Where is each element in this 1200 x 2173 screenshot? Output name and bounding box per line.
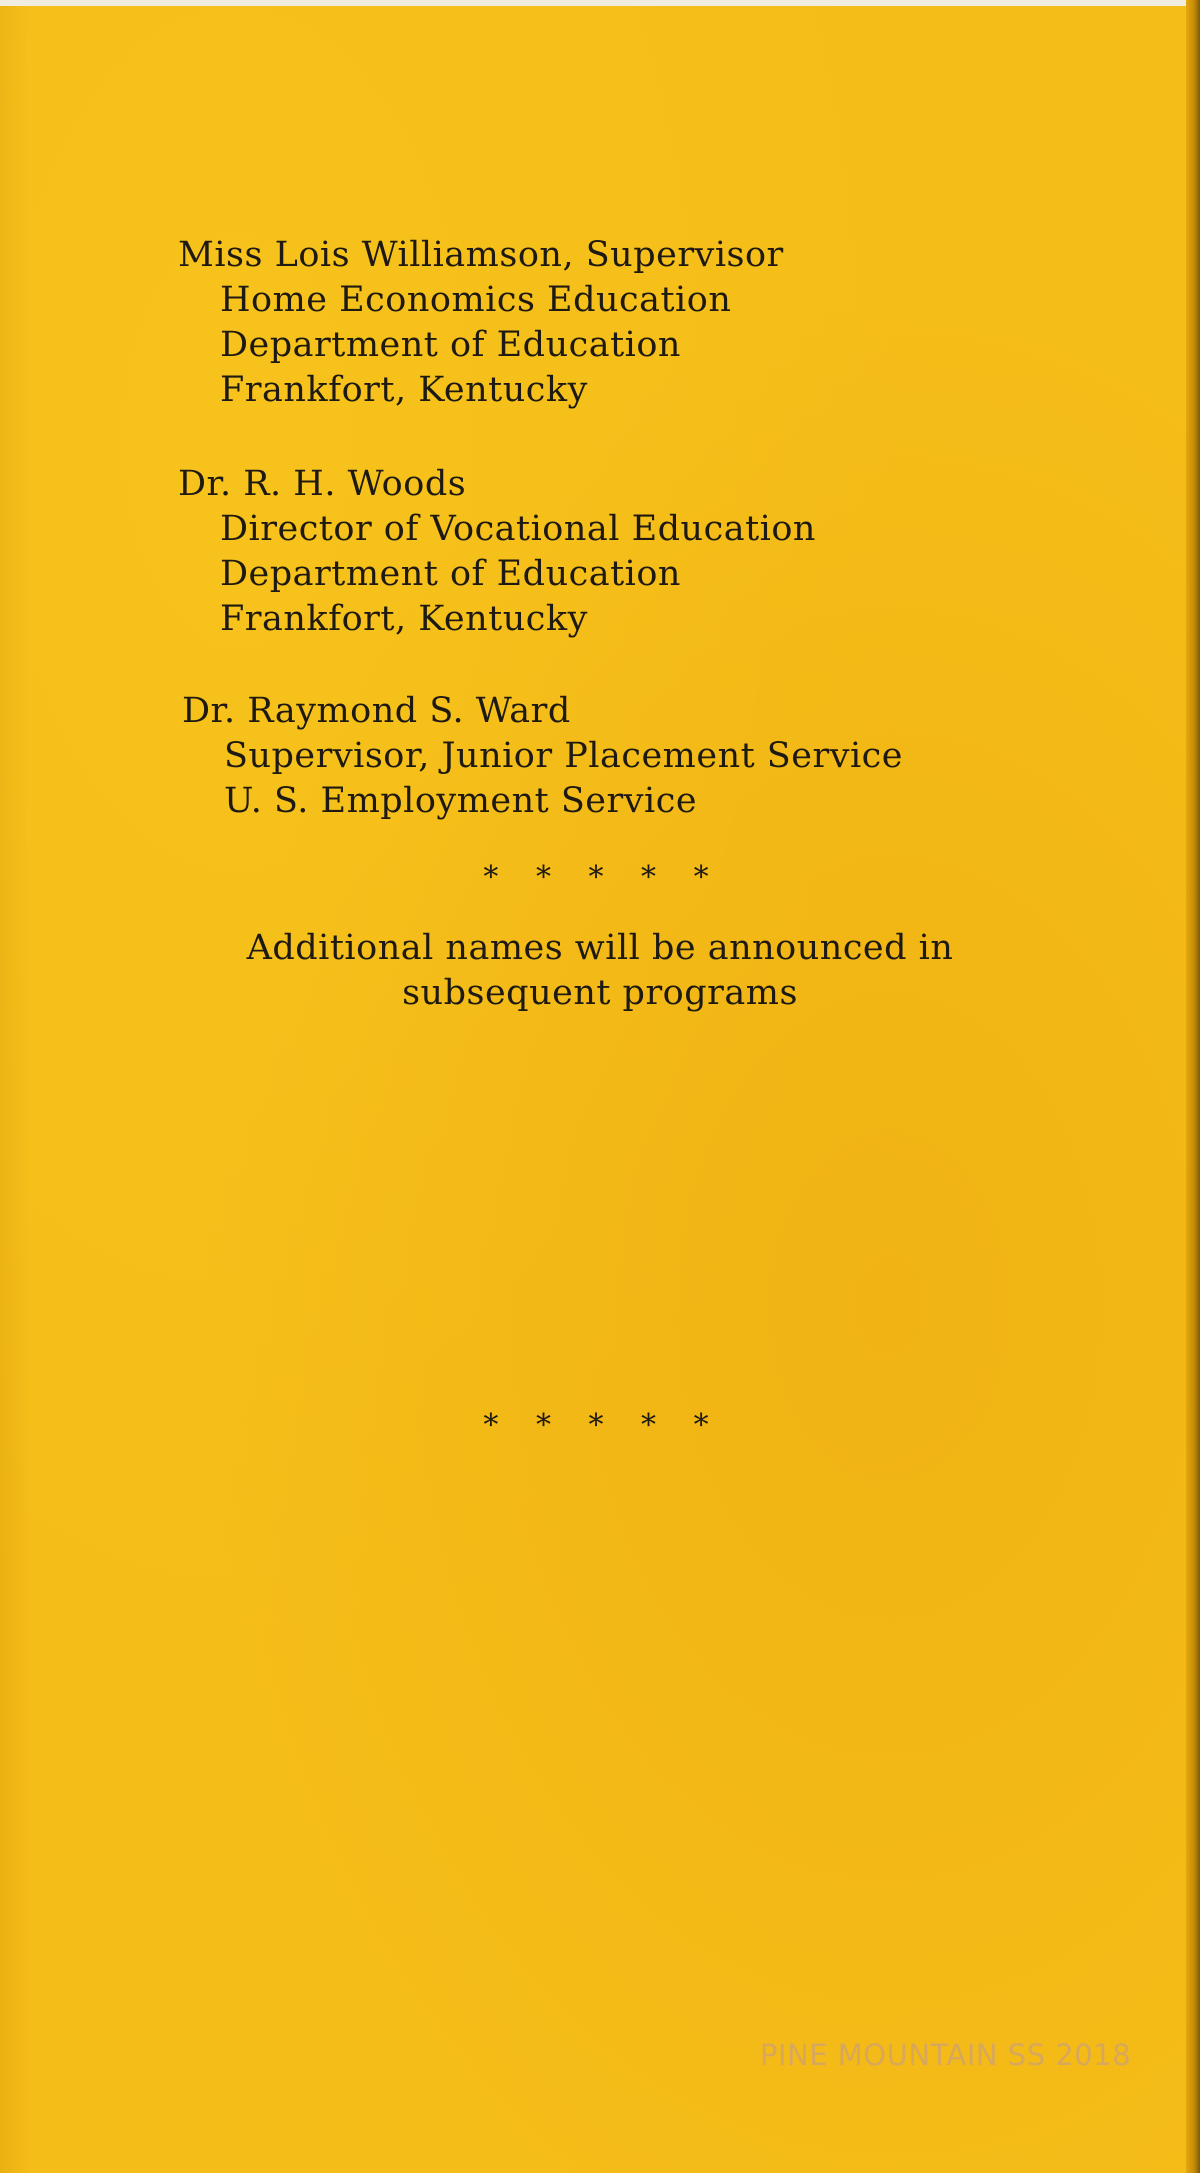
separator-asterisks: * * * * * [483,860,723,895]
listing-name: Dr. Raymond S. Ward [182,691,571,731]
separator-asterisks: * * * * * [483,1408,723,1443]
listing-detail: Frankfort, Kentucky [220,370,588,410]
listing-raymond-s-ward [182,689,903,824]
additional-names-note [160,926,1040,1016]
listing-r-h-woods [178,462,816,642]
page-edge [1186,0,1200,2173]
listing-name: Dr. R. H. Woods [178,464,467,504]
watermark: PINE MOUNTAIN SS 2018 [760,2038,1132,2072]
listing-detail: Department of Education [220,325,681,365]
listing-detail: Department of Education [220,554,681,594]
listing-name: Miss Lois Williamson, Supervisor [178,235,784,275]
note-line: subsequent programs [402,973,798,1013]
listing-lois-williamson [178,233,784,413]
listing-detail: Supervisor, Junior Placement Service [224,736,904,776]
listing-detail: Frankfort, Kentucky [220,599,588,639]
listing-detail: Home Economics Education [220,280,732,320]
listing-detail: Director of Vocational Education [220,509,816,549]
note-line: Additional names will be announced in [246,928,954,968]
listing-detail: U. S. Employment Service [224,781,698,821]
